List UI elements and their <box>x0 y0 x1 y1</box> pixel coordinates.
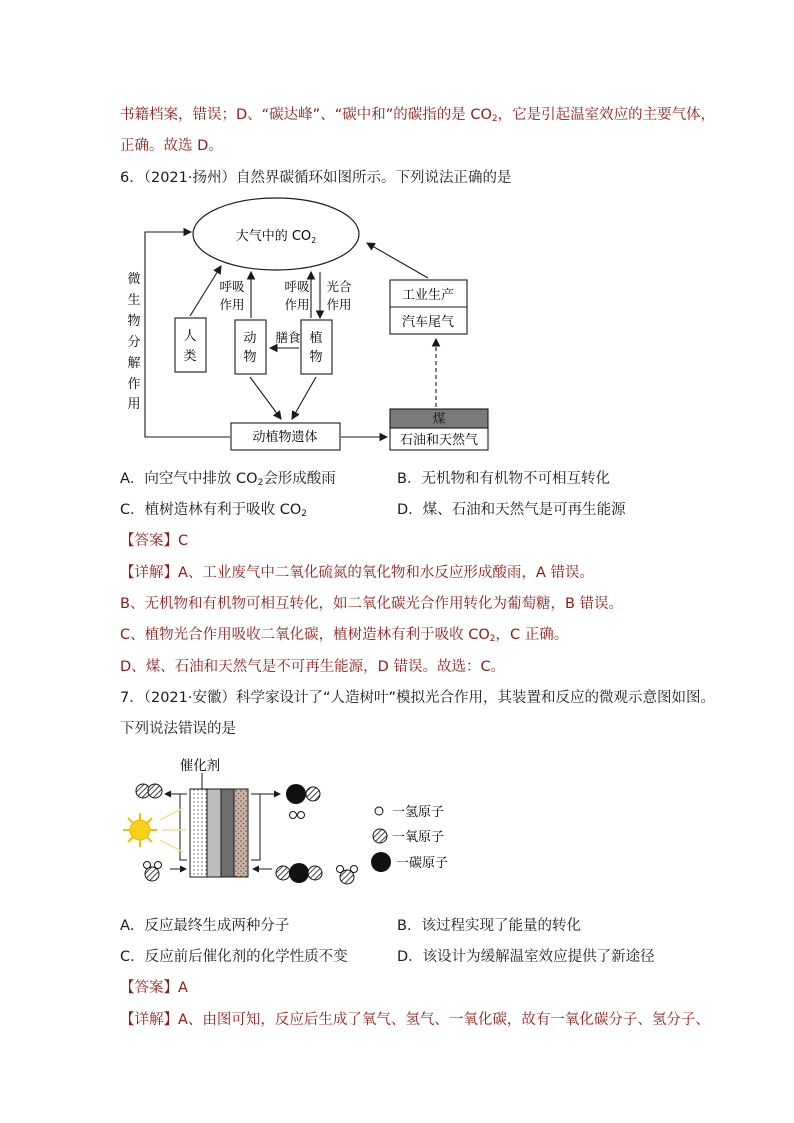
coal-label: 煤 <box>432 412 446 427</box>
oilgas-label: 石油和天然气 <box>399 433 479 448</box>
q6-detail-a: 【详解】A、工业废气中二氧化硫氮的氧化物和水反应形成酸雨，A 错误。 <box>120 565 594 581</box>
q6-detail-d: D、煤、石油和天然气是不可再生能源，D 错误。故选：C。 <box>120 659 506 675</box>
q6-option-d: D．煤、石油和天然气是可再生能源 <box>397 502 626 518</box>
question-7-line-2: 下列说法错误的是 <box>120 721 236 737</box>
q6-detail-c: C、植物光合作用吸收二氧化碳，植树造林有利于吸收 $CO_2$，C 正确。 <box>120 627 569 644</box>
legend-oxygen-icon <box>373 829 387 843</box>
q6-option-a: A．向空气中排放 $CO_2$会形成酸雨 <box>120 471 336 488</box>
q7-option-d: D．该设计为缓解温室效应提供了新途径 <box>397 949 655 965</box>
respiration-label-2: 呼吸作用 <box>284 279 310 312</box>
q7-option-c: C．反应前后催化剂的化学性质不变 <box>120 949 348 965</box>
exhaust-label: 汽车尾气 <box>401 315 455 330</box>
question-7-line-1: 7．（2021·安徽）科学家设计了“人造树叶”模拟光合作用，其装置和反应的微观示意图如图。 <box>120 690 716 706</box>
legend-hydrogen-icon <box>375 807 383 815</box>
respiration-label-1: 呼吸作用 <box>219 279 245 312</box>
atmosphere-label: 大气中的 $CO_2$ <box>235 229 317 245</box>
feeding-label: 膳食 <box>275 330 301 345</box>
industry-label: 工业生产 <box>401 288 455 303</box>
continuation-line-1: 书籍档案，错误；D、“碳达峰”、“碳中和”的碳指的是 $CO_2$，它是引起温室效应的主要气体， <box>120 107 716 124</box>
plants-box <box>301 320 332 374</box>
animals-label: 动物 <box>243 331 257 365</box>
carbon-cycle-diagram <box>120 192 500 454</box>
q6-detail-b: B、无机物和有机物可相互转化，如二氧化碳光合作用转化为葡萄糖，B 错误。 <box>120 596 624 612</box>
remains-label: 动植物遗体 <box>252 430 318 445</box>
artificial-leaf-diagram <box>120 752 500 892</box>
q6-answer: 【答案】C <box>120 533 189 549</box>
animals-box <box>235 320 266 374</box>
photosynthesis-label: 光合作用 <box>326 279 352 312</box>
legend-oxygen: 一氧原子 <box>392 830 445 845</box>
plants-label: 植物 <box>309 331 323 365</box>
q7-detail: 【详解】A、由图可知，反应后生成了氧气、氢气、一氧化碳，故有一氧化碳分子、氢分子、 <box>120 1012 710 1028</box>
q7-answer: 【答案】A <box>120 980 188 996</box>
carbon-atom <box>286 784 306 804</box>
question-6: 6．（2021·扬州）自然界碳循环如图所示。下列说法正确的是 <box>120 170 512 186</box>
q6-option-c: C．植树造林有利于吸收 $CO_2$ <box>120 502 308 519</box>
continuation-line-2: 正确。故选 D。 <box>120 138 223 154</box>
catalyst-layer <box>190 789 207 877</box>
legend-carbon-icon <box>371 852 391 872</box>
sun-icon <box>123 813 157 847</box>
q6-option-b: B．无机物和有机物不可相互转化 <box>397 471 610 487</box>
humans-label: 人类 <box>183 329 197 364</box>
q7-option-a: A．反应最终生成两种分子 <box>120 918 290 934</box>
catalyst-label: 催化剂 <box>179 758 221 774</box>
legend-hydrogen: 一氢原子 <box>392 805 445 820</box>
q7-option-b: B．该过程实现了能量的转化 <box>397 918 581 934</box>
legend-carbon: 一碳原子 <box>396 856 449 871</box>
microbe-label: 微生物分解作用 <box>127 272 141 412</box>
